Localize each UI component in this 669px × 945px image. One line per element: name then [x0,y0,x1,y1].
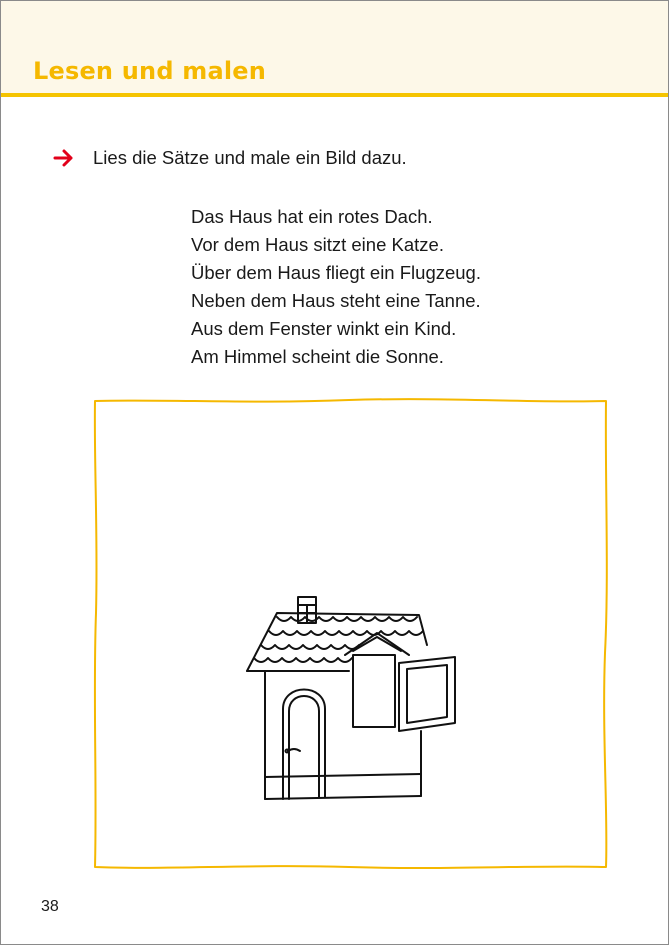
page-number: 38 [41,898,59,915]
arrow-right-icon [53,148,75,168]
sentence-item: Neben dem Haus steht eine Tanne. [191,290,481,311]
sentence-item: Vor dem Haus sitzt eine Katze. [191,234,444,255]
sentence-item: Aus dem Fenster winkt ein Kind. [191,318,457,339]
header-divider [1,93,668,97]
sentence-item: Am Himmel scheint die Sonne. [191,346,444,367]
sentence-item: Über dem Haus fliegt ein Flugzeug. [191,262,481,283]
sentence-list [191,203,481,371]
instruction-text: Lies die Sätze und male ein Bild dazu. [93,147,407,168]
house-illustration [241,591,466,806]
page-title: Lesen und malen [33,57,267,85]
sentence-item: Das Haus hat ein rotes Dach. [191,206,433,227]
instruction [53,147,407,169]
